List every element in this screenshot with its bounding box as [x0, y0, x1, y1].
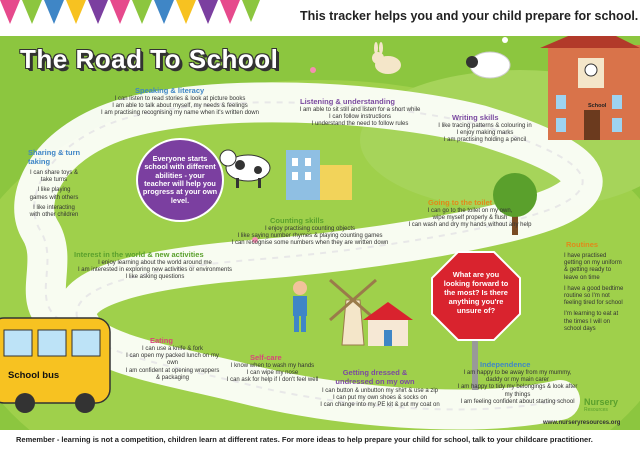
section-items-counting [230, 226, 390, 248]
school-bus-icon [0, 318, 110, 413]
section-title-counting: Counting skills [270, 216, 324, 225]
list-item: I enjoy making marks [456, 130, 514, 137]
list-item: I can wipe my nose [246, 370, 299, 377]
section-items-selfcare [220, 363, 325, 385]
school-building-icon [540, 25, 640, 140]
list-item: I am interested in exploring new activities or environments [77, 267, 233, 274]
section-title-speaking: Speaking & literacy [135, 86, 205, 95]
section-title-eating: Eating [150, 336, 173, 345]
section-title-routines: Routines [566, 240, 599, 249]
flower-icon [310, 67, 316, 73]
list-item: I am practising recognising my name when it's written down [101, 110, 259, 117]
list-item: I can open my packed lunch on my own [126, 353, 219, 367]
list-item: I can follow instructions [328, 114, 392, 121]
center-message: Everyone starts school with different abilities - your teacher will help you progress at your own level. [136, 138, 224, 222]
list-item: I can wash and dry my hands without any help [408, 222, 532, 229]
list-item: I like playing games with others [29, 187, 79, 201]
brand-logo: Nursery [584, 397, 619, 407]
section-title-dressing: Getting dressed & undressed on my own [335, 368, 415, 386]
list-item: I can ask for help if I don't feel well [226, 377, 319, 384]
list-item: I am happy to tidy my belongings & look after my things [457, 384, 578, 398]
rabbit-icon [372, 42, 401, 74]
list-item: I can listen to read stories & look at picture books [114, 96, 246, 102]
list-item: I like interacting with other children [29, 204, 79, 218]
list-item: I am able to talk about myself, my needs & feelings [112, 103, 248, 110]
list-item: wipe myself properly & flush [432, 215, 508, 222]
stop-sign-text: What are you looking forward to the most? Is there anything you're unsure of? [443, 270, 509, 316]
flower-icon [502, 37, 508, 43]
list-item: I am confident at opening wrappers & packaging [125, 367, 220, 381]
school-sign: School [588, 103, 607, 109]
list-item: I am happy to be away from my mummy, daddy or my main carer [463, 370, 572, 384]
section-items-independence [455, 370, 580, 406]
bunting-icon [0, 0, 260, 32]
footer-text: Remember - learning is not a competition, children learn at different rates. For more ideas to help prepare your child for school, talk to your childcare practitioner. [16, 435, 593, 444]
section-items-toilet [395, 208, 545, 230]
section-title-listening: Listening & understanding [300, 97, 395, 106]
list-item: I like tracing patterns & colouring in [438, 123, 532, 129]
list-item: I can put my own shoes & socks on [332, 395, 428, 402]
section-title-interest: Interest in the world & new activities [74, 250, 204, 259]
list-item: I am practising holding a pencil [443, 137, 527, 144]
section-items-speaking [95, 96, 265, 118]
list-item: I like asking questions [125, 274, 185, 281]
tagline: This tracker helps you and your child prepare for school. [300, 9, 639, 23]
section-title-sharing: Sharing & turn taking [28, 148, 81, 166]
list-item: I have practised getting on my uniform & getting ready to leave on time [564, 253, 622, 281]
list-item: I can use a knife & fork [141, 346, 204, 352]
section-items-listening [280, 107, 440, 129]
section-title-selfcare: Self-care [250, 353, 282, 362]
section-items-interest [70, 260, 240, 282]
stop-sign [430, 252, 522, 344]
website-url[interactable]: www.nurseryresources.org [543, 420, 621, 426]
section-items-dressing [320, 388, 440, 410]
section-items-eating [125, 346, 220, 382]
list-item: I know when to wash my hands [230, 363, 315, 369]
list-item: I understand the need to follow rules [311, 121, 409, 128]
list-item: I enjoy learning about the world around me [98, 260, 212, 266]
list-item: I'm learning to eat at the times I will on school days [564, 311, 619, 332]
list-item: I can change into my PE kit & put my coat on [320, 402, 440, 409]
section-title-toilet: Going to the toilet [428, 198, 493, 207]
page-title: The Road To School [20, 44, 279, 74]
section-items-routines [564, 253, 626, 333]
list-item: I can share toys & take turns [29, 170, 79, 184]
section-items-sharing [28, 170, 80, 219]
brand-subtitle: Resources [584, 407, 608, 413]
section-title-independence: Independence [480, 360, 531, 369]
list-item: I have a good bedtime routine so I'm not feeling tired for school [564, 285, 624, 307]
list-item: I like saying number rhymes & playing counting games [237, 233, 383, 240]
list-item: I enjoy practising counting objects [264, 226, 356, 232]
section-items-writing [430, 123, 540, 145]
list-item: I can recognise some numbers when they are written down [231, 240, 389, 247]
list-item: I am able to sit still and listen for a short while [299, 107, 421, 113]
section-title-writing: Writing skills [452, 113, 499, 122]
list-item: I am feeling confident about starting school [460, 398, 575, 405]
list-item: I can go to the toilet on my own, [427, 208, 513, 214]
list-item: I can button & unbutton my shirt & use a zip [321, 388, 439, 394]
bus-label: School bus [8, 370, 60, 381]
